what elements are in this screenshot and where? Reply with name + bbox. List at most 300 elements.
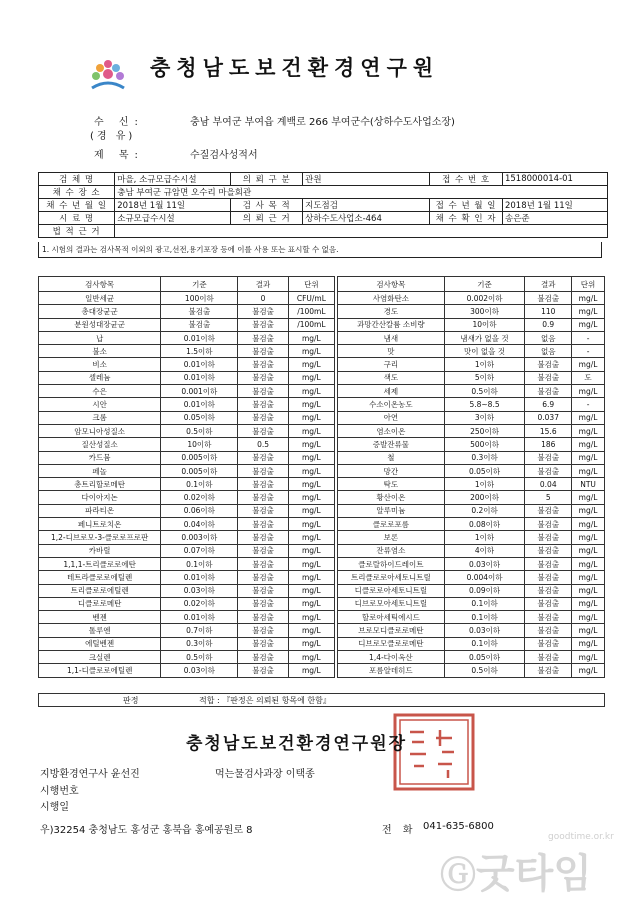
result-standard: 0.05이하 [444, 464, 525, 477]
recipient-label: 수 신: [94, 117, 144, 128]
result-standard: 0.1이하 [161, 478, 238, 491]
result-row [338, 385, 605, 398]
result-standard: 0.7이하 [161, 624, 238, 637]
result-value: 0.04 [525, 478, 572, 491]
result-standard: 0.08이하 [444, 518, 525, 531]
col-header: 검사항목 [338, 277, 445, 292]
result-item: 냄새 [338, 331, 445, 344]
result-value: 불검출 [238, 464, 288, 477]
result-standard: 0.02이하 [161, 597, 238, 610]
result-unit: mg/L [288, 571, 334, 584]
result-value: 불검출 [525, 571, 572, 584]
result-row [338, 531, 605, 544]
result-unit: mg/L [572, 451, 605, 464]
result-standard: 0.3이하 [161, 637, 238, 650]
result-item: 클로랄하이드레이트 [338, 557, 445, 570]
result-item: 파라티온 [39, 504, 161, 517]
result-row [338, 371, 605, 384]
result-unit: mg/L [572, 318, 605, 331]
info-label: 채 수 확 인 자 [430, 212, 503, 225]
result-row [39, 664, 335, 677]
result-row [39, 451, 335, 464]
result-standard: 4이하 [444, 544, 525, 557]
result-item: 암모니아성질소 [39, 424, 161, 437]
result-unit: NTU [572, 478, 605, 491]
result-value: 0.037 [525, 411, 572, 424]
info-row [39, 225, 608, 238]
result-item: 디클로로아세토니트릴 [338, 584, 445, 597]
result-item: 시안 [39, 398, 161, 411]
result-item: 카바릴 [39, 544, 161, 557]
results-table-right [337, 276, 605, 678]
result-item: 사염화탄소 [338, 292, 445, 305]
result-value: 불검출 [525, 504, 572, 517]
result-unit: mg/L [572, 557, 605, 570]
result-value: 불검출 [525, 518, 572, 531]
sample-info-table [38, 172, 608, 238]
result-unit: mg/L [572, 584, 605, 597]
result-row [39, 411, 335, 424]
info-row [39, 199, 608, 212]
info-value: 2018년 1월 11일 [502, 199, 607, 212]
result-value: 0.9 [525, 318, 572, 331]
result-standard: 10이하 [444, 318, 525, 331]
result-item: 크실렌 [39, 651, 161, 664]
result-value: 불검출 [238, 478, 288, 491]
result-unit: mg/L [288, 398, 334, 411]
result-value: 불검출 [238, 491, 288, 504]
result-standard: 0.3이하 [444, 451, 525, 464]
result-standard: 0.1이하 [444, 611, 525, 624]
result-item: 1,4-다이옥산 [338, 651, 445, 664]
result-unit: mg/L [572, 438, 605, 451]
result-row [39, 504, 335, 517]
result-unit: mg/L [288, 518, 334, 531]
result-standard: 0.07이하 [161, 544, 238, 557]
result-value: 불검출 [238, 305, 288, 318]
recipient-address: 충남 부여군 부여읍 계백로 266 부여군수(상하수도사업소장) [190, 117, 455, 128]
info-value: 송은준 [502, 212, 607, 225]
result-item: 다이아지논 [39, 491, 161, 504]
result-standard: 0.1이하 [444, 637, 525, 650]
result-item: 질산성질소 [39, 438, 161, 451]
result-standard: 0.01이하 [161, 371, 238, 384]
result-item: 알루미늄 [338, 504, 445, 517]
result-unit: mg/L [288, 664, 334, 677]
result-standard: 0.01이하 [161, 611, 238, 624]
result-value: 불검출 [238, 624, 288, 637]
result-value: 불검출 [525, 544, 572, 557]
result-row [338, 345, 605, 358]
judgment-row [38, 693, 605, 707]
result-row [338, 624, 605, 637]
result-row [39, 305, 335, 318]
result-value: 불검출 [238, 398, 288, 411]
result-unit: mg/L [288, 624, 334, 637]
result-unit: mg/L [572, 651, 605, 664]
result-standard: 0.1이하 [444, 597, 525, 610]
result-row [338, 478, 605, 491]
result-standard: 0.1이하 [161, 557, 238, 570]
result-standard: 0.05이하 [161, 411, 238, 424]
result-unit: mg/L [572, 358, 605, 371]
result-item: 트리클로로아세토니트릴 [338, 571, 445, 584]
result-row [338, 557, 605, 570]
result-value: 불검출 [525, 464, 572, 477]
result-row [39, 438, 335, 451]
result-value: 0 [238, 292, 288, 305]
result-row [338, 305, 605, 318]
results-table-left [38, 276, 335, 678]
result-row [39, 292, 335, 305]
result-value: 불검출 [525, 358, 572, 371]
result-standard: 0.01이하 [161, 571, 238, 584]
info-label: 채 수 장 소 [39, 186, 115, 199]
result-standard: 0.003이하 [161, 531, 238, 544]
result-item: 보론 [338, 531, 445, 544]
result-value: 불검출 [238, 504, 288, 517]
result-value: 불검출 [238, 597, 288, 610]
result-standard: 불검출 [161, 305, 238, 318]
info-value: 지도점검 [303, 199, 430, 212]
result-standard: 0.5이하 [161, 651, 238, 664]
result-unit: - [572, 345, 605, 358]
result-item: 1,1-디클로로에틸렌 [39, 664, 161, 677]
result-value: 불검출 [525, 371, 572, 384]
result-standard: 250이하 [444, 424, 525, 437]
result-item: 페니트로치온 [39, 518, 161, 531]
result-unit: mg/L [288, 611, 334, 624]
result-row [39, 345, 335, 358]
result-unit: mg/L [288, 331, 334, 344]
result-unit: mg/L [288, 411, 334, 424]
result-item: 에틸벤젠 [39, 637, 161, 650]
watermark-logo [440, 842, 592, 899]
col-header: 기준 [161, 277, 238, 292]
result-value: 불검출 [238, 385, 288, 398]
document-title: 충청남도보건환경연구원 [150, 56, 440, 80]
result-row [338, 637, 605, 650]
result-value: 불검출 [238, 611, 288, 624]
enforcement-date: 시행일 [40, 802, 69, 813]
result-standard: 불검출 [161, 318, 238, 331]
result-standard: 500이하 [444, 438, 525, 451]
result-standard: 0.5이하 [444, 664, 525, 677]
result-value: 불검출 [525, 584, 572, 597]
result-item: 브로모디클로로메탄 [338, 624, 445, 637]
result-unit: mg/L [572, 544, 605, 557]
watermark-g-icon: Ⓖ [440, 855, 477, 896]
result-row [338, 544, 605, 557]
result-unit: mg/L [572, 637, 605, 650]
result-standard: 0.01이하 [161, 331, 238, 344]
result-row [338, 584, 605, 597]
result-row [39, 518, 335, 531]
result-unit: mg/L [572, 424, 605, 437]
result-item: 증발잔류물 [338, 438, 445, 451]
info-value: 소규모급수시설 [115, 212, 231, 225]
result-row [338, 318, 605, 331]
info-value: 2018년 1월 11일 [115, 199, 231, 212]
result-standard: 1.5이하 [161, 345, 238, 358]
result-row [39, 398, 335, 411]
result-standard: 0.005이하 [161, 451, 238, 464]
result-standard: 0.03이하 [161, 584, 238, 597]
result-value: 불검출 [238, 424, 288, 437]
result-row [39, 597, 335, 610]
result-value: 불검출 [238, 411, 288, 424]
result-item: 맛 [338, 345, 445, 358]
judgment-label: 판정 [123, 696, 139, 705]
phone-label: 전 화 [382, 825, 417, 836]
result-row [39, 478, 335, 491]
result-row [338, 504, 605, 517]
info-value [115, 225, 608, 238]
agency-logo [86, 58, 130, 92]
phone-number: 041-635-6800 [423, 821, 494, 832]
staff-researcher: 지방환경연구사 윤선진 [40, 769, 140, 780]
result-value: 불검출 [525, 292, 572, 305]
result-unit: mg/L [572, 504, 605, 517]
subject-value: 수질검사성적서 [190, 150, 258, 161]
result-item: 1,1,1-트리클로로에탄 [39, 557, 161, 570]
result-unit: mg/L [288, 637, 334, 650]
result-item: 비소 [39, 358, 161, 371]
col-header: 결과 [525, 277, 572, 292]
result-item: 할로아세틱에시드 [338, 611, 445, 624]
result-row [338, 398, 605, 411]
result-item: 탁도 [338, 478, 445, 491]
result-row [39, 531, 335, 544]
result-unit: mg/L [288, 438, 334, 451]
result-row [39, 464, 335, 477]
result-standard: 100이하 [161, 292, 238, 305]
info-label: 접 수 년 월 일 [430, 199, 503, 212]
result-unit: mg/L [288, 345, 334, 358]
result-value: 불검출 [525, 597, 572, 610]
result-row [39, 611, 335, 624]
result-value: 불검출 [238, 544, 288, 557]
result-standard: 1이하 [444, 478, 525, 491]
result-value: 110 [525, 305, 572, 318]
result-row [338, 571, 605, 584]
result-value: 불검출 [238, 358, 288, 371]
result-item: 색도 [338, 371, 445, 384]
result-item: 세제 [338, 385, 445, 398]
result-item: 테트라클로로에틸렌 [39, 571, 161, 584]
col-header: 단위 [288, 277, 334, 292]
result-standard: 0.03이하 [444, 624, 525, 637]
result-row [39, 544, 335, 557]
result-standard: 0.2이하 [444, 504, 525, 517]
result-item: 철 [338, 451, 445, 464]
result-unit: mg/L [572, 597, 605, 610]
result-value: 없음 [525, 331, 572, 344]
result-standard: 0.02이하 [161, 491, 238, 504]
result-standard: 0.5이하 [161, 424, 238, 437]
result-item: 클로로포름 [338, 518, 445, 531]
result-unit: mg/L [288, 557, 334, 570]
info-value: 관원 [303, 173, 430, 186]
result-unit: mg/L [572, 611, 605, 624]
result-unit: mg/L [288, 651, 334, 664]
result-standard: 0.005이하 [161, 464, 238, 477]
result-item: 수은 [39, 385, 161, 398]
result-row [338, 651, 605, 664]
result-unit: CFU/mL [288, 292, 334, 305]
result-unit: mg/L [572, 571, 605, 584]
result-standard: 3이하 [444, 411, 525, 424]
result-unit: mg/L [572, 464, 605, 477]
info-value: 충남 부여군 규암면 오수리 마을회관 [115, 186, 608, 199]
info-label: 채 수 년 월 일 [39, 199, 115, 212]
result-unit: mg/L [572, 518, 605, 531]
result-unit: - [572, 331, 605, 344]
issuer-name: 충청남도보건환경연구원장 [186, 734, 408, 754]
result-item: 황산이온 [338, 491, 445, 504]
result-item: 수소이온농도 [338, 398, 445, 411]
result-unit: mg/L [572, 305, 605, 318]
result-value: 불검출 [238, 571, 288, 584]
result-unit: mg/L [288, 371, 334, 384]
result-unit: mg/L [288, 584, 334, 597]
result-unit: mg/L [572, 624, 605, 637]
result-value: 불검출 [525, 664, 572, 677]
result-value: 불검출 [238, 651, 288, 664]
info-row [39, 173, 608, 186]
watermark-text: 굿타임 [476, 851, 592, 897]
result-standard: 냄새가 없을 것 [444, 331, 525, 344]
col-header: 기준 [444, 277, 525, 292]
result-standard: 0.01이하 [161, 358, 238, 371]
result-row [338, 424, 605, 437]
result-item: 톨루엔 [39, 624, 161, 637]
info-row [39, 186, 608, 199]
result-row [338, 331, 605, 344]
result-unit: mg/L [288, 464, 334, 477]
enforcement-number: 시행번호 [40, 786, 79, 797]
result-unit: mg/L [288, 531, 334, 544]
info-label: 시 료 명 [39, 212, 115, 225]
result-item: 잔류염소 [338, 544, 445, 557]
result-value: 불검출 [525, 557, 572, 570]
info-label: 검 체 명 [39, 173, 115, 186]
result-row [338, 451, 605, 464]
info-label: 법 적 근 거 [39, 225, 115, 238]
result-unit: mg/L [288, 504, 334, 517]
result-unit: mg/L [572, 664, 605, 677]
result-item: 염소이온 [338, 424, 445, 437]
result-standard: 0.004이하 [444, 571, 525, 584]
result-unit: /100mL [288, 305, 334, 318]
result-standard: 1이하 [444, 358, 525, 371]
result-unit: mg/L [288, 424, 334, 437]
result-item: 망간 [338, 464, 445, 477]
result-standard: 0.03이하 [444, 557, 525, 570]
result-value: 불검출 [238, 318, 288, 331]
result-standard: 5이하 [444, 371, 525, 384]
result-item: 페놀 [39, 464, 161, 477]
result-standard: 0.05이하 [444, 651, 525, 664]
result-row [39, 385, 335, 398]
result-item: 벤젠 [39, 611, 161, 624]
result-standard: 200이하 [444, 491, 525, 504]
info-label: 의 뢰 구 분 [231, 173, 303, 186]
result-row [338, 611, 605, 624]
result-item: 셀레늄 [39, 371, 161, 384]
result-item: 경도 [338, 305, 445, 318]
result-standard: 0.002이하 [444, 292, 525, 305]
col-header: 검사항목 [39, 277, 161, 292]
result-value: 없음 [525, 345, 572, 358]
result-row [338, 358, 605, 371]
staff-manager: 먹는물검사과장 이택종 [215, 769, 315, 780]
result-value: 0.5 [238, 438, 288, 451]
result-item: 1,2-디브로모-3-클로로프로판 [39, 531, 161, 544]
result-item: 크롬 [39, 411, 161, 424]
result-standard: 300이하 [444, 305, 525, 318]
result-unit: /100mL [288, 318, 334, 331]
result-value: 불검출 [525, 637, 572, 650]
result-standard: 0.09이하 [444, 584, 525, 597]
result-row [39, 571, 335, 584]
result-value: 불검출 [525, 651, 572, 664]
result-unit: 도 [572, 371, 605, 384]
result-standard: 5.8~8.5 [444, 398, 525, 411]
result-item: 총트리할로메탄 [39, 478, 161, 491]
result-item: 아연 [338, 411, 445, 424]
result-unit: mg/L [288, 451, 334, 464]
result-value: 불검출 [238, 557, 288, 570]
info-value: 상하수도사업소-464 [303, 212, 430, 225]
result-standard: 10이하 [161, 438, 238, 451]
result-standard: 0.04이하 [161, 518, 238, 531]
result-value: 불검출 [238, 345, 288, 358]
result-value: 불검출 [525, 451, 572, 464]
result-standard: 0.06이하 [161, 504, 238, 517]
col-header: 단위 [572, 277, 605, 292]
judgment-value: 적합 : 『판정은 의뢰된 항목에 한함』 [199, 696, 331, 705]
result-unit: - [572, 398, 605, 411]
result-row [338, 664, 605, 677]
result-value: 186 [525, 438, 572, 451]
result-unit: mg/L [288, 358, 334, 371]
footer-address: 우)32254 충청남도 홍성군 홍북읍 홍예공원로 8 [40, 825, 253, 836]
info-label: 검 사 목 적 [231, 199, 303, 212]
result-item: 구리 [338, 358, 445, 371]
result-unit: mg/L [288, 478, 334, 491]
result-value: 불검출 [525, 531, 572, 544]
result-row [338, 438, 605, 451]
result-item: 납 [39, 331, 161, 344]
result-value: 불검출 [238, 371, 288, 384]
result-standard: 0.5이하 [444, 385, 525, 398]
result-unit: mg/L [572, 531, 605, 544]
result-item: 포름알데히드 [338, 664, 445, 677]
result-value: 불검출 [238, 637, 288, 650]
result-row [39, 371, 335, 384]
col-header: 결과 [238, 277, 288, 292]
result-row [39, 651, 335, 664]
result-row [39, 624, 335, 637]
result-item: 디브로모아세토니트릴 [338, 597, 445, 610]
info-value: 마을, 소규모급수시설 [115, 173, 231, 186]
result-row [338, 491, 605, 504]
result-value: 불검출 [525, 624, 572, 637]
result-row [39, 557, 335, 570]
result-item: 트리클로로에틸렌 [39, 584, 161, 597]
result-value: 불검출 [238, 451, 288, 464]
